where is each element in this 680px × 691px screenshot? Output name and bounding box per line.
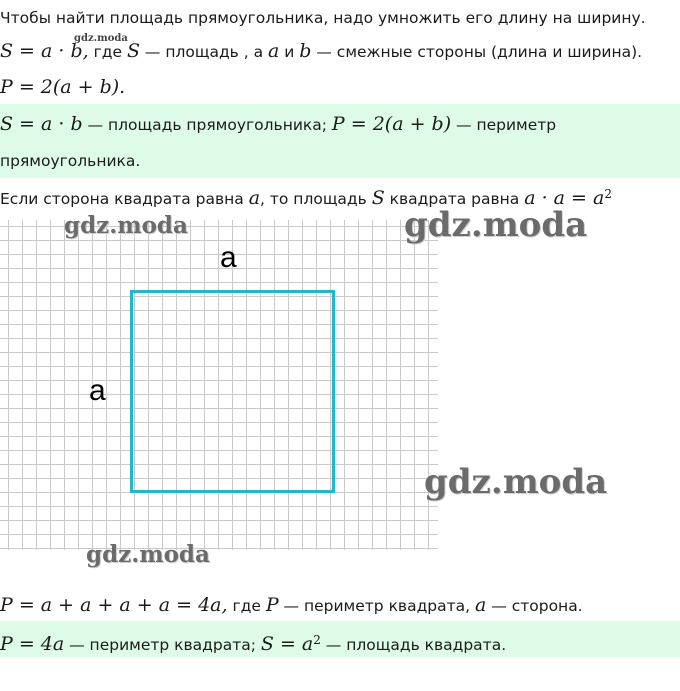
text-segment: где bbox=[88, 43, 127, 61]
rect-perimeter-math: P = 2(a + b) bbox=[331, 113, 452, 135]
watermark: gdz.moda bbox=[404, 205, 588, 245]
square-perimeter-math: P = a + a + a + a = 4a, bbox=[0, 594, 228, 616]
rect-summary-line bbox=[0, 113, 556, 136]
rect-formula-line bbox=[0, 40, 642, 63]
rect-area-formula: S = a · b, bbox=[0, 40, 89, 62]
text-segment: — площадь квадрата. bbox=[320, 636, 507, 655]
text-segment: квадрата равна bbox=[384, 190, 525, 209]
left-side-label: a bbox=[89, 374, 106, 407]
watermark: gdz.moda bbox=[86, 541, 210, 568]
text-segment: — площадь прямоугольника; bbox=[82, 116, 332, 134]
square-area-math: a · a = a bbox=[524, 187, 605, 210]
text-segment: и bbox=[279, 43, 300, 61]
intro-text: Чтобы найти площадь прямоугольника, надо умножить его длину на ширину. bbox=[0, 9, 646, 27]
square-perimeter-line bbox=[0, 594, 583, 617]
b-variable: b bbox=[299, 40, 312, 62]
rect-area-math: S = a · b bbox=[0, 113, 83, 135]
text-segment: — периметр квадрата, bbox=[278, 597, 476, 615]
text-segment: Если сторона квадрата равна bbox=[0, 190, 249, 209]
exponent: 2 bbox=[313, 633, 321, 647]
square-summary-line bbox=[0, 629, 506, 656]
s-variable: S bbox=[371, 187, 385, 210]
watermark: gdz.moda bbox=[424, 462, 608, 502]
text-segment: — смежные стороны (длина и ширина). bbox=[311, 43, 643, 61]
a-variable: a bbox=[268, 40, 280, 62]
text-segment: — площадь , а bbox=[139, 43, 269, 61]
watermark: gdz.moda bbox=[64, 212, 188, 239]
square-perimeter-summary-math: P = 4a bbox=[0, 633, 65, 656]
text-segment: где bbox=[227, 597, 266, 615]
text-segment: , то площадь bbox=[260, 190, 372, 209]
exponent: 2 bbox=[604, 187, 612, 201]
s-variable: S bbox=[126, 40, 140, 62]
square-shape bbox=[130, 290, 335, 493]
watermark-small: gdz.moda bbox=[74, 33, 128, 44]
square-area-summary-math: S = a bbox=[260, 633, 314, 656]
a-variable: a bbox=[248, 187, 261, 210]
p-variable: P bbox=[265, 594, 279, 616]
top-side-label: a bbox=[220, 241, 237, 274]
rect-perimeter-formula: P = 2(a + b). bbox=[0, 76, 126, 98]
rect-perimeter-line bbox=[0, 76, 125, 99]
text-segment: — периметр квадрата; bbox=[64, 636, 261, 655]
text-segment: — сторона. bbox=[486, 597, 583, 615]
rect-summary-line2: прямоугольника. bbox=[0, 152, 141, 170]
a-variable: a bbox=[475, 594, 487, 616]
text-segment: — периметр bbox=[451, 116, 557, 134]
